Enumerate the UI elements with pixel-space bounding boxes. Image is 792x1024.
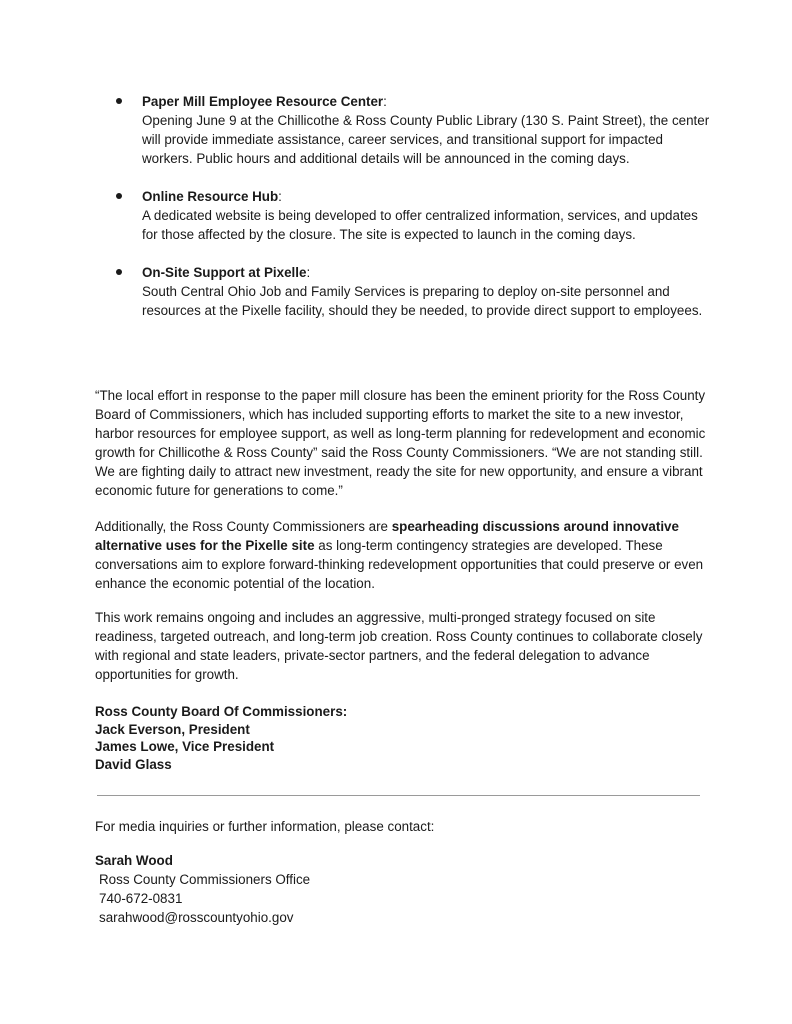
bullet-colon: : <box>306 265 311 280</box>
bullet-colon: : <box>278 189 282 204</box>
bullet-title: Paper Mill Employee Resource Center <box>142 94 384 109</box>
paragraph-ongoing-work: This work remains ongoing and includes an aggressive, multi-pronged strategy focused on site readiness, targeted outreach, and long-term job creation. Ross County continues to collaborate closely with regional and state leaders, private-sector partners, and the federal delegation to advance opportunities for growth. <box>95 610 703 682</box>
signature-line: Jack Everson, President <box>95 721 250 737</box>
bullet-dot-icon <box>116 193 122 199</box>
paragraph-text: as long-term contingency strategies are developed. These conversations aim to explore forward-thinking redevelopment opportunities that could preserve or even enhance the economic potential of the location. <box>95 538 704 591</box>
contact-block <box>95 851 310 927</box>
contact-name: Sarah Wood <box>95 853 173 868</box>
signature-block <box>95 703 347 773</box>
section-divider <box>97 795 700 796</box>
bullet-body: South Central Ohio Job and Family Services is preparing to deploy on-site personnel and resources at the Pixelle facility, should they be needed, to provide direct support to employees. <box>142 284 703 318</box>
media-note: For media inquiries or further information, please contact: <box>95 819 435 834</box>
bullet-dot-icon <box>116 269 122 275</box>
contact-phone: 740-672-0831 <box>99 891 183 906</box>
contact-email[interactable]: sarahwood@rosscountyohio.gov <box>99 910 294 925</box>
bullet-body: A dedicated website is being developed to offer centralized information, services, and updates for those affected by the closure. The site is expected to launch in the coming days. <box>142 208 698 242</box>
bullet-item-resource-center <box>112 92 712 168</box>
paragraph-alternative-uses <box>95 517 715 593</box>
signature-line: James Lowe, Vice President <box>95 739 275 754</box>
bullet-item-onsite-support <box>112 263 712 320</box>
bullet-item-online-hub <box>112 187 712 244</box>
signature-line: David Glass <box>95 756 172 772</box>
bullet-dot-icon <box>116 98 122 104</box>
bullet-colon: : <box>383 94 387 109</box>
signature-heading: Ross County Board Of Commissioners: <box>95 704 348 719</box>
bullet-body: Opening June 9 at the Chillicothe & Ross County Public Library (130 S. Paint Street), the center will provide immediate assistance, career services, and transitional support for impacted workers. Public hours and additional details will be announced in the coming days. <box>142 113 710 166</box>
bullet-title: Online Resource Hub <box>142 189 279 204</box>
paragraph-text: Additionally, the Ross County Commissioners are <box>95 519 392 534</box>
resource-bullet-list <box>112 92 712 339</box>
paragraph-emphasis: spearheading discussions around innovative alternative uses for the Pixelle site <box>95 519 679 553</box>
bullet-title: On-Site Support at Pixelle <box>142 265 307 280</box>
paragraph-quote: “The local effort in response to the paper mill closure has been the eminent priority for the Ross County Board of Commissioners, which has included supporting efforts to market the site to a new investor, harbor resources for employee support, as well as long-term planning for redevelopment and economic growth for Chillicothe & Ross County” said the Ross County Commissioners. “We are not standing still. We are fighting daily to attract new investment, ready the site for new opportunity, and ensure a vibrant economic future for generations to come.” <box>95 388 706 498</box>
contact-office: Ross County Commissioners Office <box>99 872 311 887</box>
